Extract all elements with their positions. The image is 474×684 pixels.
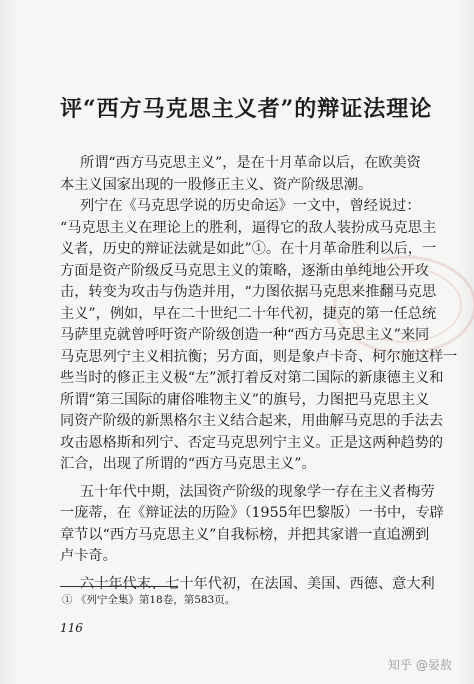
footnote: ① 《列宁全集》第18卷，第583页。 — [62, 594, 236, 606]
text-line: 同资产阶级的新黑格尔主义结合起来，用曲解马克思的手法去 — [60, 413, 444, 429]
text-line: 所谓“西方马克思主义”，是在十月革命以后，在欧美资 — [80, 155, 421, 171]
article-body — [60, 153, 458, 595]
text-line: 马萨里克就曾呼吁资产阶级创造一种“西方马克思主义”来同 — [60, 327, 430, 343]
watermark-text: 知乎 @晏敖 — [388, 658, 452, 672]
text-line: 击，转变为攻击与伪造并用，“力图依据马克思来推翻马克思 — [60, 284, 437, 300]
text-line: “马克思主义在理论上的胜利，逼得它的敌人装扮成马克思主 — [60, 219, 437, 236]
text-line: 卢卡奇。 — [60, 548, 117, 564]
text-line: 方面是资产阶级反马克思主义的策略，逐渐由单纯地公开攻 — [60, 262, 429, 279]
text-line: 五十年代中期，法国资产阶级的现象学一存在主义者梅劳 — [80, 483, 435, 500]
text-line: 六十年代末、七十年代初，在法国、美国、西德、意大利 — [80, 575, 435, 592]
page-number: 116 — [60, 621, 83, 635]
text-line: 本主义国家出现的一股修正主义、资产阶级思潮。 — [60, 176, 373, 193]
text-line: 马克思列宁主义相抗衡；另方面，则是象卢卡奇、柯尔施这样一 — [60, 348, 458, 365]
footnote-separator — [60, 586, 178, 587]
text-line: 列宁在《马克思学说的历史命运》一文中，曾经说过： — [80, 198, 421, 214]
text-line: 些当时的修正主义极“左”派打着反对第二国际的新康德主义和 — [60, 370, 444, 386]
text-line: 汇合，出现了所谓的“西方马克思主义”。 — [60, 456, 316, 472]
article-title: 评“西方马克思主义者”的辩证法理论 — [60, 96, 433, 122]
paragraph — [60, 153, 430, 196]
text-line: 主义”，例如，早在二十世纪二十年代初，捷克的第一任总统 — [60, 305, 437, 322]
paragraph — [60, 196, 458, 476]
text-line: 所谓“第三国际的庸俗唯物主义”的旗号，力图把马克思主义 — [60, 391, 430, 408]
text-line: 攻击恩格斯和列宁、否定马克思列宁主义。正是这两种趋势的 — [60, 434, 444, 451]
paragraph — [60, 482, 444, 568]
text-line: 义者，历史的辩证法就是如此”①。在十月革命胜利以后，一 — [60, 241, 437, 257]
text-line: 章节以“西方马克思主义”自我标榜，并把其家谱一直追溯到 — [60, 526, 430, 543]
text-line: 一庞蒂，在《辩证法的历险》（1955年巴黎版）一书中，专辟 — [60, 505, 444, 521]
